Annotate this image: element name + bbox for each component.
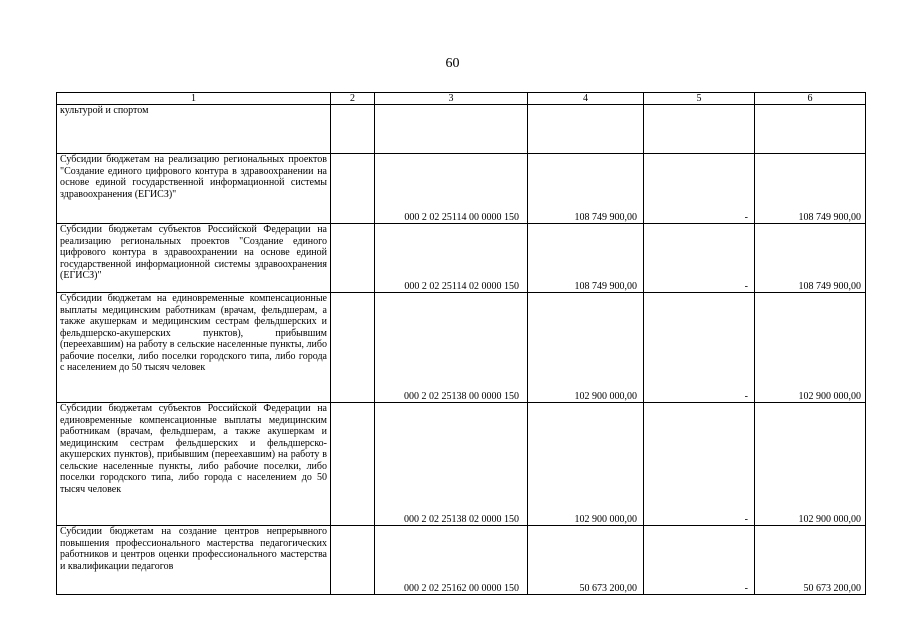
row-amount: 50 673 200,00	[528, 526, 644, 595]
row-total	[755, 105, 866, 154]
row-col2	[331, 224, 375, 293]
column-header: 6	[755, 93, 866, 105]
table-row	[57, 154, 866, 224]
row-description: культурой и спортом	[57, 105, 331, 154]
column-header: 1	[57, 93, 331, 105]
row-code: 000 2 02 25138 02 0000 150	[375, 403, 528, 526]
row-description: Субсидии бюджетам на единовременные компенсационные выплаты медицинским работникам (врачам, фельдшерам, а также акушеркам и медицинским сестрам фельдшерских и фельдшерско-акушерских пунктов), прибывшим (переехавшим) на работу в сельские населенные пункты, либо рабочие поселки, либо поселки городского типа, либо города с населением до 50 тысяч человек	[57, 293, 331, 403]
row-total: 108 749 900,00	[755, 154, 866, 224]
row-col5: -	[644, 154, 755, 224]
row-col2	[331, 293, 375, 403]
row-code: 000 2 02 25138 00 0000 150	[375, 293, 528, 403]
row-code: 000 2 02 25114 00 0000 150	[375, 154, 528, 224]
row-code	[375, 105, 528, 154]
row-total: 102 900 000,00	[755, 403, 866, 526]
row-description: Субсидии бюджетам на реализацию региональных проектов "Создание единого цифрового контура в здравоохранении на основе единой государственной информационной системы здравоохранения (ЕГИСЗ)"	[57, 154, 331, 224]
row-description: Субсидии бюджетам на создание центров непрерывного повышения профессионального мастерства педагогических работников и центров оценки профессионального мастерства и квалификации педагогов	[57, 526, 331, 595]
row-amount: 108 749 900,00	[528, 154, 644, 224]
table-row	[57, 526, 866, 595]
table-row	[57, 293, 866, 403]
row-total: 108 749 900,00	[755, 224, 866, 293]
row-code: 000 2 02 25114 02 0000 150	[375, 224, 528, 293]
row-col2	[331, 403, 375, 526]
row-total: 50 673 200,00	[755, 526, 866, 595]
row-amount: 108 749 900,00	[528, 224, 644, 293]
column-header: 3	[375, 93, 528, 105]
row-description: Субсидии бюджетам субъектов Российской Федерации на реализацию региональных проектов "Создание единого цифрового контура в здравоохранении на основе единой государственной информационной системы здравоохранения (ЕГИСЗ)"	[57, 224, 331, 293]
row-col5: -	[644, 224, 755, 293]
row-amount	[528, 105, 644, 154]
column-header: 2	[331, 93, 375, 105]
row-code: 000 2 02 25162 00 0000 150	[375, 526, 528, 595]
row-col5: -	[644, 293, 755, 403]
row-description: Субсидии бюджетам субъектов Российской Федерации на единовременные компенсационные выплаты медицинским работникам (врачам, фельдшерам, а также акушеркам и медицинским сестрам фельдшерских и фельдшерско-акушерских пунктов), прибывшим (переехавшим) на работу в сельские населенные пункты, либо рабочие поселки, либо поселки городского типа, либо города с населением до 50 тысяч человек	[57, 403, 331, 526]
table-header-row	[57, 93, 866, 105]
row-total: 102 900 000,00	[755, 293, 866, 403]
table-row	[57, 105, 866, 154]
table-row	[57, 224, 866, 293]
row-col2	[331, 105, 375, 154]
row-col5: -	[644, 526, 755, 595]
page-number: 60	[445, 56, 460, 71]
table-row	[57, 403, 866, 526]
row-amount: 102 900 000,00	[528, 293, 644, 403]
row-col2	[331, 526, 375, 595]
row-col5: -	[644, 403, 755, 526]
column-header: 4	[528, 93, 644, 105]
row-amount: 102 900 000,00	[528, 403, 644, 526]
column-header: 5	[644, 93, 755, 105]
row-col2	[331, 154, 375, 224]
budget-table	[56, 92, 866, 595]
row-col5	[644, 105, 755, 154]
